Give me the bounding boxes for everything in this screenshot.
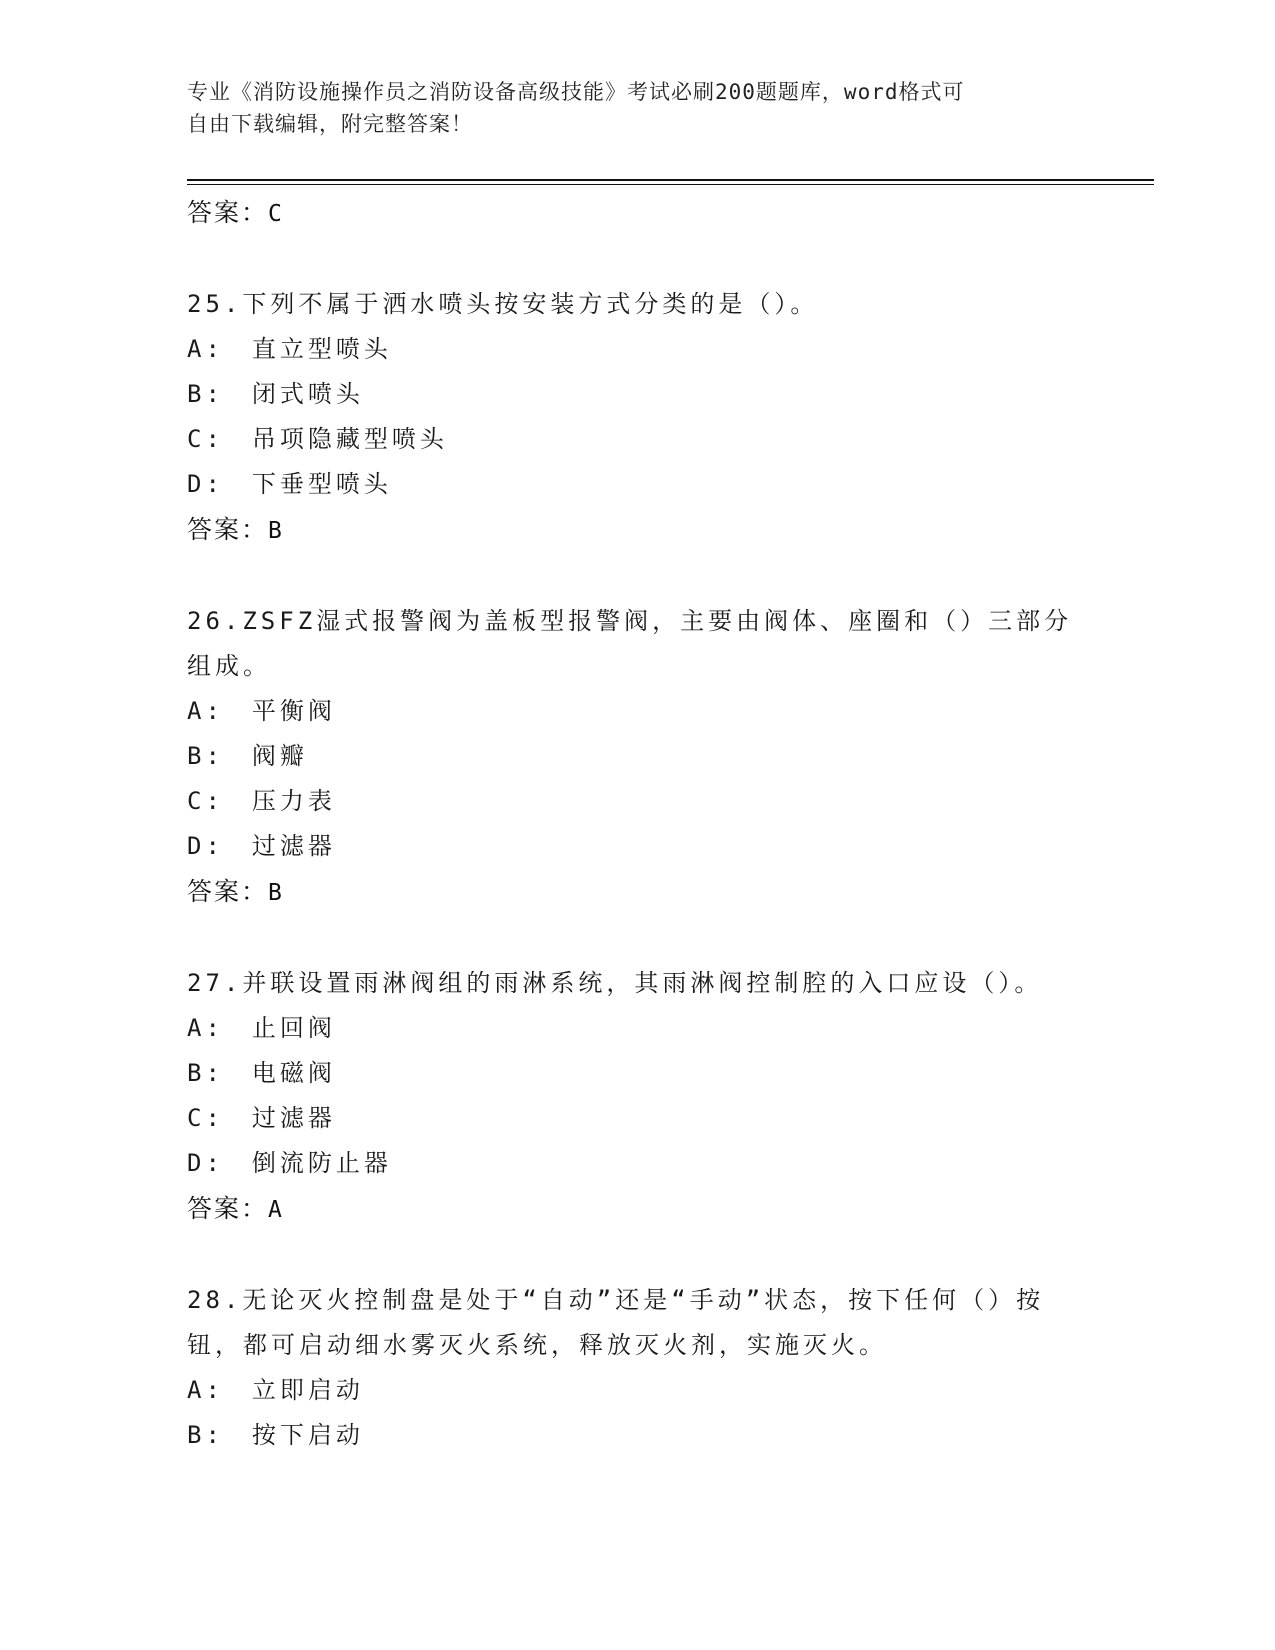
question-text: 26.ZSFZ湿式报警阀为盖板型报警阀，主要由阀体、座圈和（）三部分组成。 xyxy=(187,607,1073,680)
question-text: 28.无论灭火控制盘是处于“自动”还是“手动”状态，按下任何（）按钮，都可启动细水雾灭火系统，释放灭火剂，实施灭火。 xyxy=(187,1286,1045,1359)
answer-label: 答案： xyxy=(187,515,269,544)
option-a: A: 平衡阀 xyxy=(187,697,336,725)
answer-value: B xyxy=(268,518,284,544)
answer-line xyxy=(187,869,1087,916)
header-line-1: 专业《消防设施操作员之消防设备高级技能》考试必刷200题题库，word格式可 xyxy=(187,80,965,104)
answer-value: C xyxy=(268,201,284,227)
question-25 xyxy=(187,282,1087,554)
option-a: A: 止回阀 xyxy=(187,1014,336,1042)
option-a: A: 立即启动 xyxy=(187,1376,364,1404)
option-d: D: 下垂型喷头 xyxy=(187,470,392,498)
header-rule-thin xyxy=(187,184,1154,185)
answer-label: 答案： xyxy=(187,1194,269,1223)
page-header xyxy=(187,76,1087,140)
answer-line xyxy=(187,1186,1087,1233)
question-26 xyxy=(187,599,1087,916)
answer-label: 答案： xyxy=(187,877,269,906)
option-d: D: 过滤器 xyxy=(187,832,336,860)
option-b: B: 阀瓣 xyxy=(187,742,308,770)
option-d: D: 倒流防止器 xyxy=(187,1149,392,1177)
question-text: 27.并联设置雨淋阀组的雨淋系统，其雨淋阀控制腔的入口应设（）。 xyxy=(187,969,1043,997)
option-b: B: 电磁阀 xyxy=(187,1059,336,1087)
option-b: B: 按下启动 xyxy=(187,1421,364,1449)
answer-value: A xyxy=(268,1197,284,1223)
answer-value: B xyxy=(268,880,284,906)
option-c: C: 吊项隐藏型喷头 xyxy=(187,425,448,453)
question-27 xyxy=(187,961,1087,1233)
answer-line xyxy=(187,507,1087,554)
option-b: B: 闭式喷头 xyxy=(187,380,364,408)
option-a: A: 直立型喷头 xyxy=(187,335,392,363)
answer-line xyxy=(187,190,1087,237)
question-28 xyxy=(187,1278,1087,1458)
header-rule-thick xyxy=(187,179,1154,181)
option-c: C: 压力表 xyxy=(187,787,336,815)
option-c: C: 过滤器 xyxy=(187,1104,336,1132)
answer-label: 答案： xyxy=(187,198,269,227)
header-line-2: 自由下载编辑，附完整答案！ xyxy=(187,112,473,136)
question-text: 25.下列不属于洒水喷头按安装方式分类的是（）。 xyxy=(187,290,819,318)
question-list xyxy=(187,190,1087,1458)
